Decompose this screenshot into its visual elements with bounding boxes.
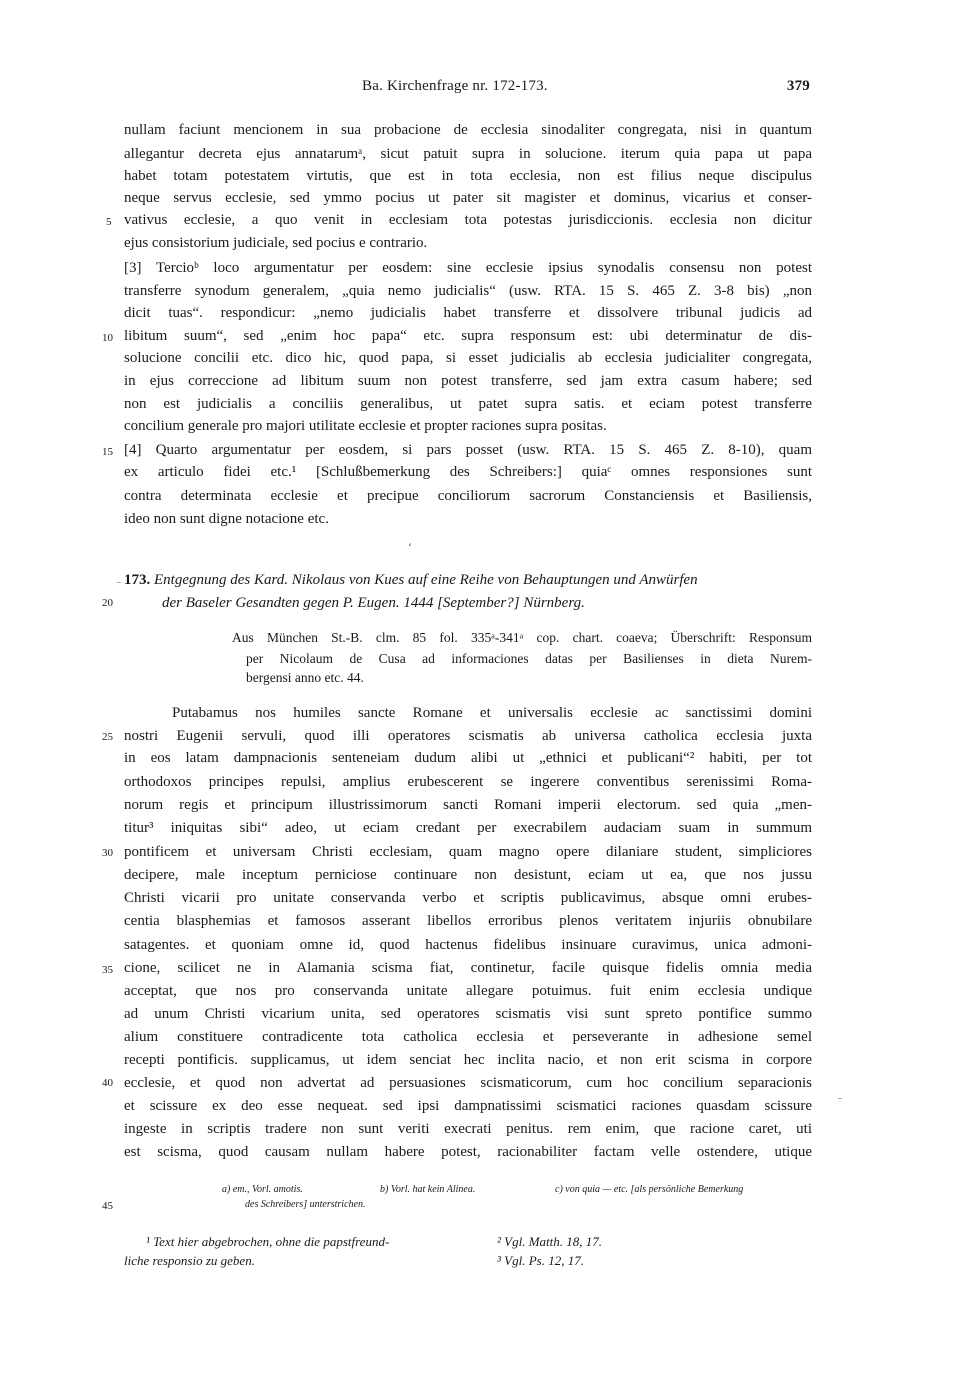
text-line: Christi vicarii pro unitate conservanda verbo et scriptis publicavimus, absque omni erubes- (124, 890, 812, 906)
line-number: 30 (102, 847, 113, 859)
line-number: 10 (102, 332, 113, 344)
text-line: ecclesie, et quod non advertat ad persuasiones scismaticorum, cum hoc concilium separacionis (124, 1075, 812, 1091)
text-line: orthodoxos principes repulsi, amplius erubescerent se ingerere conventibus serenissimi Roma- (124, 774, 812, 790)
line-number: 20 (102, 597, 113, 609)
text-line: habet totam potestatem virtutis, que est in tota ecclesia, non est filius neque discipulus (124, 168, 812, 184)
entry-173-heading (124, 569, 814, 591)
text-line: nostri Eugenii servuli, quod illi operatores scismatis ab universa catholica ecclesia juxta (124, 728, 812, 744)
text-line: et scissure ex deo esse nequeat. sed ipsi dampnatissimi scismatici raciones quasdam scissure (124, 1098, 812, 1114)
text-line: ejus consistorium judiciale, sed pocius e contrario. (124, 235, 428, 251)
line-number: 35 (102, 964, 113, 976)
line-number: 45 (102, 1200, 113, 1212)
text-line: ex articulo fidei etc.¹ [Schlußbemerkung des Schreibers:] quiaᶜ omnes responsiones sunt (124, 464, 812, 480)
text-line: allegantur decreta ejus annatarumᵃ, sicut patuit supra in solucione. iterum quia papa ut papa (124, 146, 812, 162)
line-number: 40 (102, 1077, 113, 1089)
heading-line-1: Entgegnung des Kard. Nikolaus von Kues auf eine Reihe von Behauptungen und Anwürfen (154, 572, 698, 588)
text-line: alium constituere contradicente tota catholica ecclesia et perseverante in adhesione semel (124, 1029, 812, 1045)
text-line: concilium generale pro majori utilitate ecclesie et propter raciones supra positas. (124, 418, 607, 434)
text-line: Putabamus nos humiles sancte Romane et universalis ecclesie ac sanctissimi domini (172, 705, 812, 721)
margin-mark: ˉ (838, 1094, 842, 1108)
page-number: 379 (786, 78, 810, 94)
text-line: nullam faciunt mencionem in sua probacione de ecclesia sinodaliter congregata, nisi in quantum (124, 122, 812, 138)
line-number: 15 (102, 446, 113, 458)
text-line: solucione concilii etc. dico hic, quod papa, si esset judicialis ab ecclesia judicialiter congregata, (124, 350, 812, 366)
text-line: acceptat, que nos pro conservanda unitate allegare potuimus. fuit enim ecclesia undique (124, 983, 812, 999)
margin-mark: ˉ (117, 578, 121, 592)
text-line: titur³ iniquitas sibi“ adeo, ut eciam credant per execrabilem audaciam suam in summum (124, 820, 812, 836)
text-line: est scisma, quod causam nullam habere potest, racionabiliter factam velle ostendere, utique (124, 1144, 812, 1160)
source-line: per Nicolaum de Cusa ad informaciones datas per Basilienses in dieta Nurem- (246, 651, 812, 666)
text-line: non est judicialis a conciliis generalibus, ut patet supra satis. et eciam potest transferre (124, 396, 812, 412)
text-line: libitum suum“, sed „enim hoc papa“ etc. supra responsum est: ubi determinatur de dis- (124, 328, 812, 344)
text-line: cione, scilicet ne in Alamania scisma fiat, continetur, facile quisque fidelis omnia media (124, 960, 812, 976)
text-line: in eos latam dampnacionis senteneiam dudum alibi ut „ethnici et publicani“² habiti, per tot (124, 750, 812, 766)
apparatus-note-a: a) em., Vorl. amotis. (222, 1184, 303, 1195)
text-line: recepti pontificis. supplicamus, ut idem senciat hec inclita nacio, et non erit scisma in corpore (124, 1052, 812, 1068)
source-line: bergensi anno etc. 44. (246, 670, 364, 685)
entry-173-heading-line-2: der Baseler Gesandten gegen P. Eugen. 1444 [September?] Nürnberg. (162, 595, 585, 611)
text-line: norum regis et principum illustrissimorum sancti Romani imperii electorum. sed quia „men- (124, 797, 812, 813)
source-line: Aus München St.-B. clm. 85 fol. 335ᵃ-341ᵃ cop. chart. coaeva; Überschrift: Responsum (232, 630, 812, 645)
footnote-1: ¹ Text hier abgebrochen, ohne die papstfreund- (146, 1234, 390, 1249)
line-number: 5 (106, 216, 112, 228)
apparatus-note-c-cont: des Schreibers] unterstrichen. (245, 1199, 366, 1210)
text-line: vativus ecclesie, a quo venit in ecclesiam tota potestas jurisdiccionis. ecclesia non dicitur (124, 212, 812, 228)
apparatus-note-c: c) von quia — etc. [als persönliche Bemerkung (555, 1184, 744, 1195)
footnote-1-cont: liche responsio zu geben. (124, 1253, 255, 1268)
footnote-3: ³ Vgl. Ps. 12, 17. (497, 1253, 584, 1268)
text-line: [4] Quarto argumentatur per eosdem, si pars posset (usw. RTA. 15 S. 465 Z. 8-10), quam (124, 442, 812, 458)
text-line: ad unum Christi vicarium unita, sed operatores scismatis visi sunt spreto pontifice summo (124, 1006, 812, 1022)
text-line: contra determinata ecclesie et precipue conciliorum sacrorum Constanciensis et Basiliensis, (124, 488, 812, 504)
line-number: 25 (102, 731, 113, 743)
text-line: pontificem et universam Christi ecclesiam, quam magno opere dilaniare student, simpliciores (124, 844, 812, 860)
text-line: satagentes. et quoniam omne id, quod hactenus fidelibus insinuare curavimus, unica admoni- (124, 937, 812, 953)
running-header-title: Ba. Kirchenfrage nr. 172-173. (362, 78, 548, 94)
text-line: [3] Tercioᵇ loco argumentatur per eosdem: sine ecclesie ipsius synodalis consensu non potest (124, 260, 812, 276)
footnote-2: ² Vgl. Matth. 18, 17. (497, 1234, 603, 1249)
text-line: ideo non sunt digne notacione etc. (124, 511, 329, 527)
text-line: in ejus correccione ad libitum suum non potest transferre, sed jam extra casum habere; sed (124, 373, 812, 389)
entry-number: 173. (124, 572, 151, 588)
text-line: ingeste in scriptis tradere non sunt veriti execrati penitus. rem enim, que racione caret, uti (124, 1121, 812, 1137)
text-line: transferre synodum generalem, „quia nemo judicialis“ (usw. RTA. 15 S. 465 Z. 3-8 bis) „non (124, 283, 812, 299)
text-line: decipere, male inceptum perniciose continuare non desistunt, eciam ut ea, que nos jussu (124, 867, 812, 883)
text-line: centia blasphemias et famosos asserant libellos erroribus plenos veritatem injuriis obnubilare (124, 913, 812, 929)
margin-mark: ‘ (408, 540, 412, 554)
text-line: neque servus ecclesie, sed ymmo pocius ut pater sit magister et dominus, vicarius et conser- (124, 190, 812, 206)
text-line: dicit tuas“. respondicur: „nemo judicialis habet transferre et dissolvere tribunal judicis ad (124, 305, 812, 321)
apparatus-note-b: b) Vorl. hat kein Alinea. (380, 1184, 476, 1195)
